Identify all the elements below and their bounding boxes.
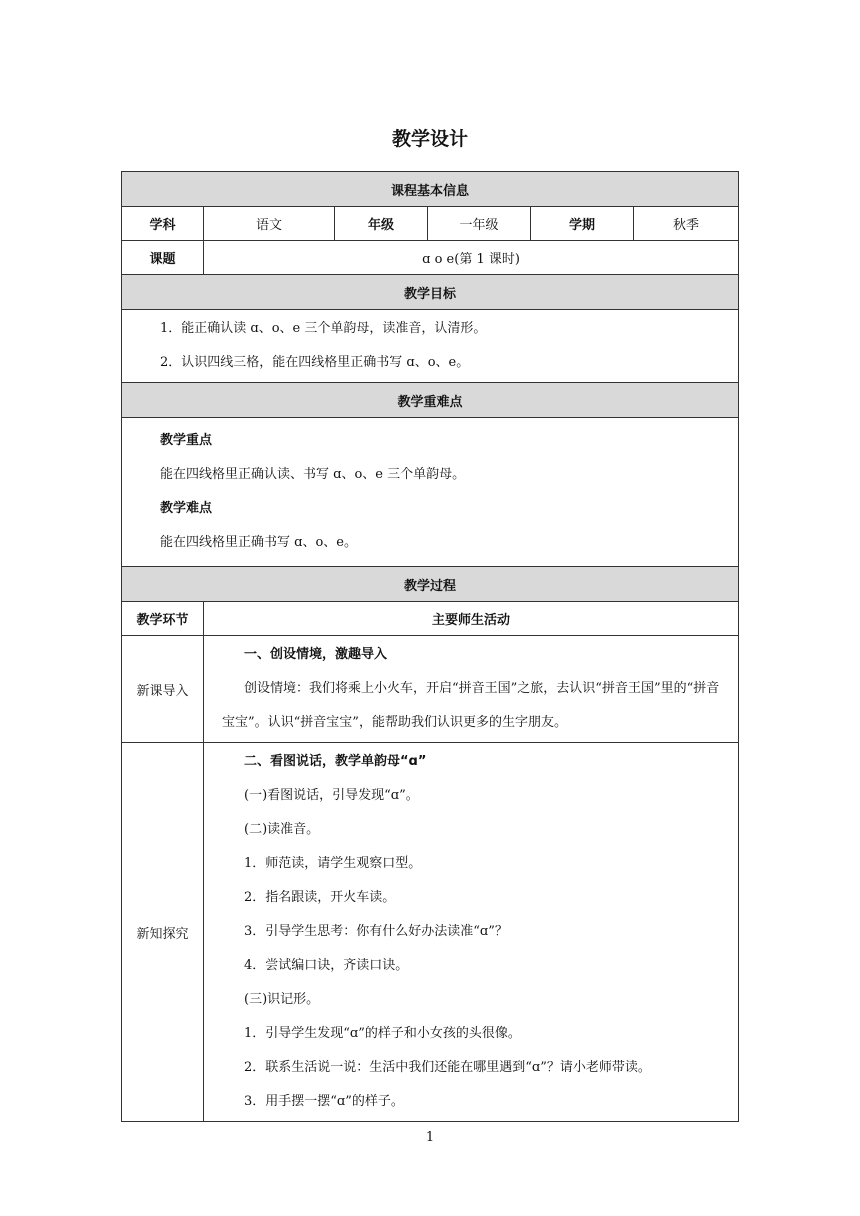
- activity-line: (三)识记形。: [244, 992, 320, 1007]
- activity-line: 4．尝试编口诀，齐读口诀。: [244, 958, 409, 973]
- activity-heading: 一、创设情境，激趣导入: [244, 647, 388, 662]
- objective-item: 1．能正确认读 ɑ、o、e 三个单韵母，读准音，认清形。: [160, 321, 487, 336]
- stage-cell: 新知探究: [122, 743, 204, 1122]
- subject-label: 学科: [122, 207, 204, 241]
- activity-heading: 二、看图说话，教学单韵母“ɑ”: [244, 754, 427, 769]
- grade-label: 年级: [335, 207, 428, 241]
- term-label: 学期: [531, 207, 634, 241]
- topic-value: ɑ o e(第 1 课时): [204, 241, 739, 275]
- section-header-key-points: 教学重难点: [122, 383, 739, 418]
- process-col-activity: 主要师生活动: [204, 602, 739, 636]
- page-title: 教学设计: [391, 128, 468, 150]
- objectives-cell: [122, 310, 739, 383]
- activity-line: 2．指名跟读，开火车读。: [244, 890, 396, 905]
- section-header-process: 教学过程: [122, 567, 739, 602]
- activity-line: 2．联系生活说一说：生活中我们还能在哪里遇到“ɑ”？请小老师带读。: [244, 1060, 651, 1075]
- difficulty-text: 能在四线格里正确书写 ɑ、o、e。: [160, 535, 357, 550]
- focus-text: 能在四线格里正确认读、书写 ɑ、o、e 三个单韵母。: [160, 467, 466, 482]
- page-number: 1: [425, 1130, 435, 1145]
- stage-cell: 新课导入: [122, 636, 204, 743]
- activity-line: (一)看图说话，引导发现“ɑ”。: [244, 788, 419, 803]
- activity-cell: [204, 636, 739, 743]
- difficulty-heading: 教学难点: [160, 501, 213, 516]
- section-header-objectives: 教学目标: [122, 275, 739, 310]
- activity-line: (二)读准音。: [244, 822, 320, 837]
- process-col-stage: 教学环节: [122, 602, 204, 636]
- activity-cell: [204, 743, 739, 1122]
- section-header-basic-info: 课程基本信息: [122, 172, 739, 207]
- term-value: 秋季: [634, 207, 739, 241]
- activity-line: 1．师范读，请学生观察口型。: [244, 856, 422, 871]
- key-points-cell: [122, 418, 739, 567]
- activity-line: 创设情境：我们将乘上小火车，开启“拼音王国”之旅，去认识“拼音王国”里的“拼音宝宝”。认识“拼音宝宝”，能帮助我们认识更多的生字朋友。: [222, 681, 720, 730]
- objective-item: 2．认识四线三格，能在四线格里正确书写 ɑ、o、e。: [160, 355, 470, 370]
- focus-heading: 教学重点: [160, 433, 213, 448]
- grade-value: 一年级: [428, 207, 531, 241]
- activity-line: 3．用手摆一摆“ɑ”的样子。: [244, 1094, 404, 1109]
- topic-label: 课题: [122, 241, 204, 275]
- lesson-plan-table: [121, 171, 739, 1122]
- subject-value: 语文: [204, 207, 335, 241]
- activity-line: 3．引导学生思考：你有什么好办法读准“ɑ”？: [244, 924, 508, 939]
- activity-line: 1．引导学生发现“ɑ”的样子和小女孩的头很像。: [244, 1026, 521, 1041]
